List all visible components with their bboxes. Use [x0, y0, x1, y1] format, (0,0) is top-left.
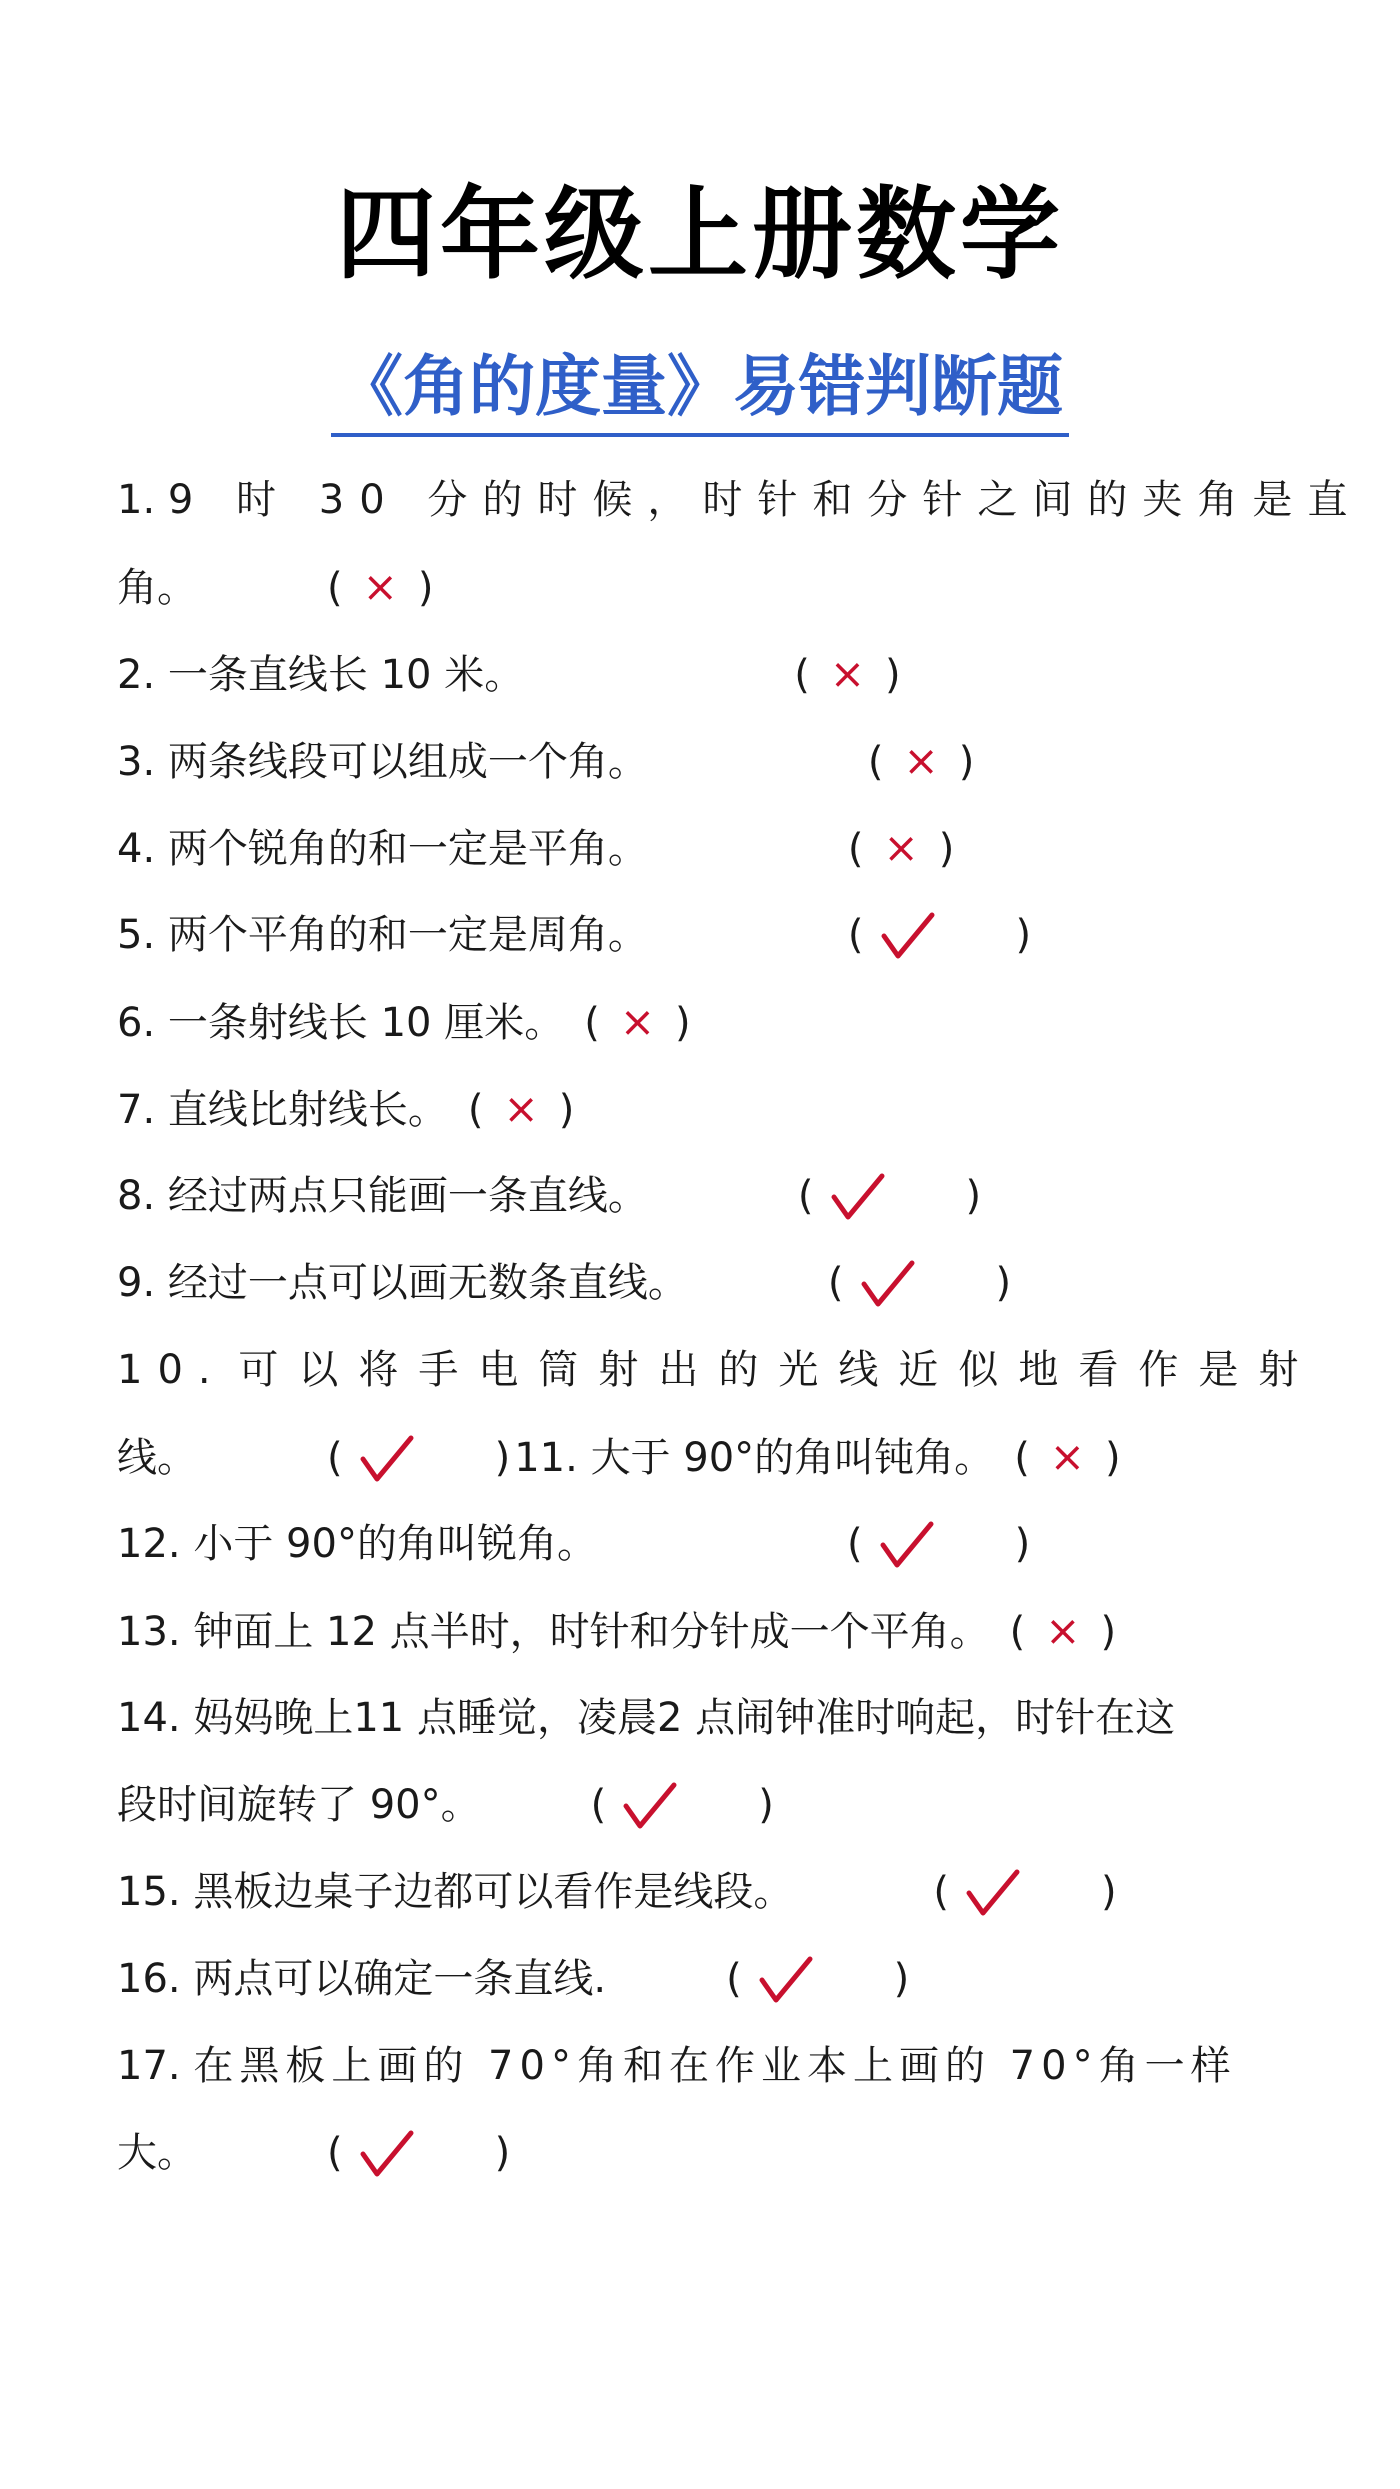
question-text: 妈妈晚上11 点睡觉，凌晨2 点闹钟准时响起，时针在这: [193, 1695, 1176, 1741]
check-icon: [359, 2130, 415, 2180]
answer-mark-wrong: ×: [883, 823, 919, 872]
answer-mark-wrong: ×: [1045, 1606, 1081, 1655]
question-10-line-2: [117, 1425, 1292, 1489]
question-14-line-2: [117, 1773, 1292, 1837]
question-text: 黑板边桌子边都可以看作是线段。: [193, 1869, 794, 1915]
answer-mark-wrong: ×: [503, 1084, 539, 1133]
check-icon: [359, 1435, 415, 1485]
question-4: [117, 816, 1292, 880]
answer-close-paren: ): [1100, 1869, 1117, 1915]
answer-close-paren: ): [1014, 1521, 1031, 1567]
check-icon: [965, 1869, 1021, 1919]
answer-mark-wrong: ×: [619, 997, 656, 1046]
question-text: 经过一点可以画无数条直线。: [167, 1260, 688, 1306]
question-16: [117, 1947, 1292, 2011]
question-text: 经过两点只能画一条直线。: [167, 1173, 648, 1219]
question-6: [117, 990, 1292, 1054]
answer-close-paren: ): [965, 1173, 982, 1219]
answer-close-paren: ): [1015, 912, 1032, 958]
question-number: 8.: [117, 1173, 156, 1219]
check-icon: [758, 1956, 814, 2006]
answer-open-paren: (: [1009, 1609, 1026, 1655]
question-number: 2.: [117, 652, 156, 698]
question-text: 线。: [117, 1435, 197, 1481]
question-text: 两个锐角的和一定是平角。: [167, 826, 648, 872]
answer-close-paren: ): [995, 1260, 1012, 1306]
question-number: 17.: [117, 2043, 181, 2089]
question-text: 一条射线长 10 厘米。: [167, 1000, 565, 1046]
answer-open-paren: (: [726, 1956, 742, 2002]
question-5: [117, 903, 1292, 967]
question-text: 两个平角的和一定是周角。: [167, 912, 648, 958]
question-text: 可以将手电筒射出的光线近似地看作是射: [238, 1347, 1319, 1393]
answer-open-paren: (: [584, 1000, 600, 1046]
question-number: 11.: [514, 1435, 578, 1481]
question-17-line-1: [117, 2034, 1292, 2098]
question-text: 直线比射线长。: [167, 1087, 448, 1133]
question-number: 5.: [117, 912, 156, 958]
question-number: 9.: [117, 1260, 156, 1306]
page-subtitle: 《角的度量》易错判断题: [331, 345, 1069, 437]
question-text: 段时间旋转了 90°。: [117, 1782, 481, 1828]
answer-close-paren: ): [675, 1000, 691, 1046]
answer-open-paren: (: [467, 1087, 484, 1133]
answer-close-paren: ): [558, 1087, 575, 1133]
question-12: [117, 1512, 1292, 1576]
answer-open-paren: (: [327, 1435, 343, 1481]
check-icon: [860, 1260, 916, 1310]
answer-open-paren: (: [867, 739, 884, 785]
check-icon: [879, 1521, 935, 1571]
answer-close-paren: ): [958, 739, 975, 785]
question-number: 14.: [117, 1695, 181, 1741]
question-14-line-1: [117, 1686, 1292, 1750]
question-text: 角。: [117, 565, 197, 611]
answer-open-paren: (: [846, 1521, 863, 1567]
question-number: 6.: [117, 1000, 156, 1046]
question-text: 小于 90°的角叫锐角。: [193, 1521, 597, 1567]
question-1-line-2: [117, 555, 1292, 619]
question-number: 16.: [117, 1956, 181, 2002]
question-text: 大。: [117, 2130, 197, 2176]
question-number: 10.: [117, 1347, 226, 1393]
question-9: [117, 1251, 1292, 1315]
answer-mark-wrong: ×: [1049, 1432, 1085, 1481]
answer-open-paren: (: [847, 826, 864, 872]
answer-open-paren: (: [327, 2130, 343, 2176]
question-text: 一条直线长 10 米。: [167, 652, 525, 698]
check-icon: [880, 912, 936, 962]
question-number: 13.: [117, 1609, 181, 1655]
question-number: 1.: [117, 477, 156, 523]
answer-open-paren: (: [794, 652, 810, 698]
question-text: 两点可以确定一条直线.: [193, 1956, 607, 2002]
answer-open-paren: (: [797, 1173, 814, 1219]
question-text: 在黑板上画的 70°角和在作业本上画的 70°角一样: [193, 2043, 1237, 2089]
question-number: 15.: [117, 1869, 181, 1915]
answer-mark-wrong: ×: [829, 649, 866, 698]
page-title: 四年级上册数学: [336, 176, 1064, 293]
question-1-line-1: [117, 468, 1363, 532]
question-13: [117, 1599, 1292, 1663]
question-number: 12.: [117, 1521, 181, 1567]
answer-close-paren: ): [494, 1435, 511, 1481]
answer-close-paren: ): [417, 565, 434, 611]
question-8: [117, 1164, 1292, 1228]
question-15: [117, 1860, 1292, 1924]
question-number: 3.: [117, 739, 156, 785]
question-number: 7.: [117, 1087, 156, 1133]
answer-close-paren: ): [1105, 1435, 1121, 1481]
question-7: [117, 1077, 1292, 1141]
answer-mark-wrong: ×: [903, 736, 939, 785]
answer-open-paren: (: [827, 1260, 844, 1306]
answer-open-paren: (: [933, 1869, 949, 1915]
question-text: 大于 90°的角叫钝角。: [590, 1435, 995, 1481]
answer-open-paren: (: [847, 912, 864, 958]
answer-close-paren: ): [494, 2130, 511, 2176]
answer-open-paren: (: [327, 565, 343, 611]
question-text: 钟面上 12 点半时，时针和分针成一个平角。: [193, 1609, 990, 1655]
check-icon: [830, 1173, 886, 1223]
question-10-line-1: [117, 1338, 1319, 1402]
subtitle-wrap: [0, 345, 1400, 437]
answer-open-paren: (: [590, 1782, 607, 1828]
question-2: [117, 642, 1292, 706]
answer-close-paren: ): [758, 1782, 774, 1828]
answer-open-paren: (: [1014, 1435, 1030, 1481]
question-17-line-2: [117, 2121, 1292, 2185]
answer-close-paren: ): [1100, 1609, 1117, 1655]
answer-mark-wrong: ×: [362, 562, 398, 611]
question-text: 9 时 30 分的时候，时针和分针之间的夹角是直: [167, 477, 1363, 523]
answer-close-paren: ): [893, 1956, 910, 2002]
answer-close-paren: ): [885, 652, 901, 698]
check-icon: [622, 1782, 678, 1832]
question-number: 4.: [117, 826, 156, 872]
question-text: 两条线段可以组成一个角。: [167, 739, 648, 785]
question-3: [117, 729, 1292, 793]
answer-close-paren: ): [938, 826, 955, 872]
